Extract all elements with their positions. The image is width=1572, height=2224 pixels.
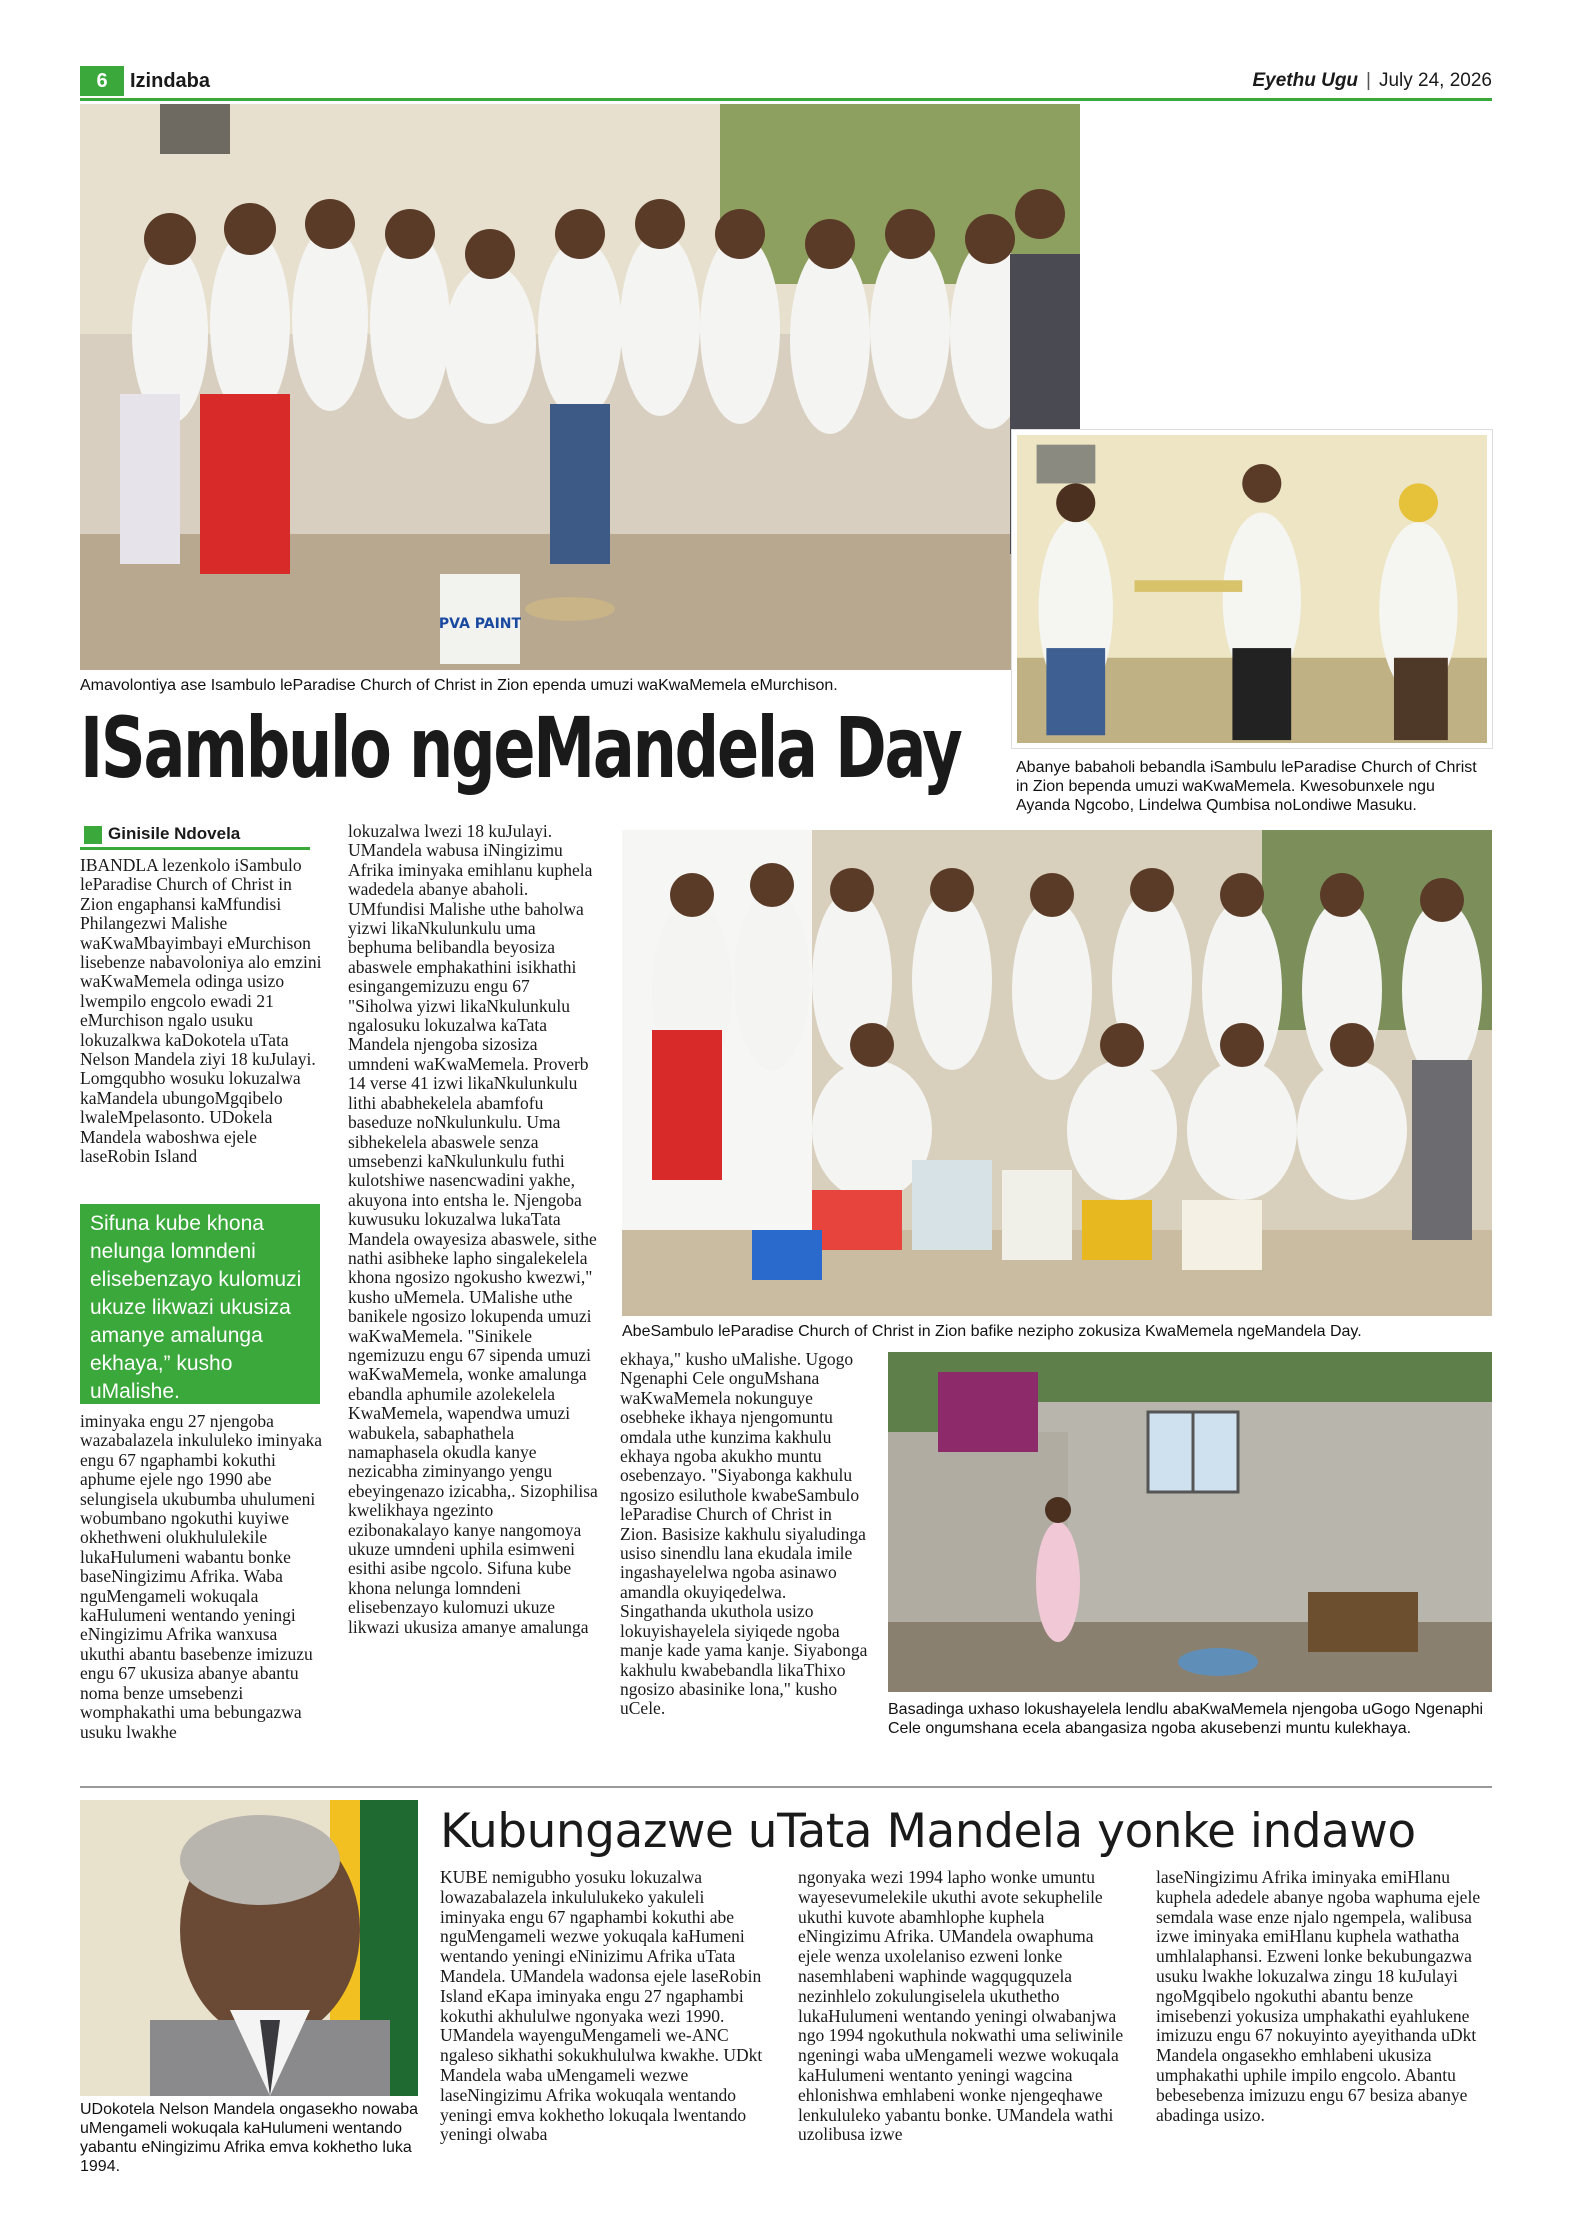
story2-column-1: KUBE nemigubho yosuku lokuzalwa lowazabalazela inkululukeko yakuleli iminyaka engu 67 ngaphambi kokuthi abe nguMengameli wezwe yokuqala kaHumeni wentando yeningi eNinizimu Afrika uTata Mandela. UMandela wadonsa ejele laseRobin Island eKapa iminyaka engu 27 ngaphambi kokuthi akhululwe ngonyaka wezi 1990. UMandela wayenguMengameli we-ANC ngaleso sikhathi sokukhululwa kwakhe. UDkt Mandela waba uMengameli wezwe laseNingizimu Afrika wokuqala wentando yeningi emva kokhetho lokuqala lwentando yeningi olwaba bbox=[440, 1868, 763, 2145]
portrait-caption: UDokotela Nelson Mandela ongasekho nowaba uMengameli wokuqala kaHulumeni wentando yabantu eNingizimu Afrika emva kokhetho luka 1994. bbox=[80, 2101, 418, 2175]
story2-headline: Kubungazwe uTata Mandela yonke indawo bbox=[440, 1804, 1416, 1859]
section-label: Izindaba bbox=[130, 70, 211, 92]
main-photo-caption: Amavolontiya ase Isambulo leParadise Church of Christ in Zion ependa umuzi waKwaMemela eMurchison. bbox=[80, 677, 838, 694]
story-headline: ISambulo ngeMandela Day bbox=[80, 699, 961, 797]
house-photo-caption: Basadinga uxhaso lokushayelela lendlu abaKwaMemela njengoba uGogo Ngenaphi Cele ongumshana ecela abangasiza ngoba akusebenzi muntu kulekhaya. bbox=[888, 1701, 1484, 1737]
story-column-3: ekhaya," kusho uMalishe. Ugogo Ngenaphi Cele onguMshana waKwaMemela nokunguye osebheke ikhaya njengomuntu omdala uthe kunzima kakhulu ekhaya ngoba akukho muntu osebenzayo. "Siyabonga kakhulu ngosizo esiluthole kwabeSambulo leParadise Church of Christ in Zion. Basisize kakhulu siyaludinga usiso sinendlu lana ekudala imile ingashayelelwa ngoba asinawo amandla okuyiqedelwa. Singathanda ukuthola usizo lokuyishayelela siyiqede ngoba manje kade yama kanje. Siyabonga kakhulu kwabebandla likaThixo ngosizo abasinike lona," kusho uCele. bbox=[620, 1350, 868, 1719]
story-column-1a: IBANDLA lezenkolo iSambulo leParadise Church of Christ in Zion engaphansi kaMfundisi Philangezwi Malishe waKwaMbayimbayi eMurchison lisebenze nabavoloniya alo emzini waKwaMemela odinga usizo lwempilo engcolo ewadi 21 eMurchison ngalo usuku lokuzalkwa kaDokotela uTata Nelson Mandela ziyi 18 kuJulayi. Lomgqubho wosuku lokuzalwa kaMandela ubungoMgqibelo lwaleMpelasonto. UDokela Mandela waboshwa ejele laseRobin Island bbox=[80, 856, 322, 1167]
header-rule bbox=[80, 98, 1492, 101]
publication-name: Eyethu Ugu bbox=[1252, 70, 1359, 91]
story2-column-3: laseNingizimu Afrika iminyaka emiHlanu kuphela adedele abanye ngoba waphuma ejele semdala wase enze njalo ngempela, walibusa izwe iminyaka emiHlanu kuphela wathatha umhlalaphansi. Ezweni lonke bekubungazwa usuku lwakhe lokuzalwa zingu 18 kuJulayi ngoMgqibelo ngokuthi abantu benze imisebenzi yokusiza umphakathi eyahlukene imizuzu engu 67 nokuyinto ayeyithanda uDkt Mandela ongasekho emhlabeni ukusiza umphakathi uphile impilo engcolo. Abantu bebesebenza imizuzu engu 67 besiza abanye abadinga usizo. bbox=[1156, 1868, 1481, 2125]
story2-column-2: ngonyaka wezi 1994 lapho wonke umuntu wayesevumelekile ukuthi avote sekuphelile ukuthi kuvote abamhlophe kuphela eNingizimu Afrika. UMandela owaphuma ejele wenza uxolelaniso ezweni lonke nasemhlabeni waphinde wagqugquzela nezinhlelo zokulungiselela ukuthetho lukaHulumeni wentando yeningi olwabanjwa ngo 1994 ngokuthula nokwathi uma seliwinile ngeningi waba uMengameli wezwe wokuqala kaHulumeni wentanto yeningi wagcina ehlonishwa emhlabeni wonke njengeqhawe lenkululeko yabantu bonke. UMandela wathi uzolibusa izwe bbox=[798, 1868, 1124, 2145]
masthead-info bbox=[1252, 66, 1492, 96]
paint-bucket-label: PVA PAINT bbox=[438, 616, 522, 632]
story-column-2: lokuzalwa lwezi 18 kuJulayi. UMandela wabusa iNingizimu Afrika iminyaka emihlanu kuphela wadedela abanye abaholi. UMfundisi Malishe uthe baholwa yizwi likaNkulunkulu uma bephuma belibandla beyosiza abaswele emphakathini isikhathi esingangemizuzu engu 67 "Siholwa yizwi likaNkulunkulu ngalosuku lokuzalwa kaTata Mandela njengoba sizosiza umndeni waKwaMemela. Proverb 14 verse 41 izwi likaNkulunkulu lithi ababhekelela abamfofu baseduze noNkulunkulu. Uma sibhekelela abaswele senza umsebenzi kaNkulunkulu futhi kulotshiwe nasencwadini yakhe, akuyona into entsha le. Njengoba kuwusuku lokuzalwa lukaTata Mandela owayesiza abaswele, sithe nathi asibheke lapho singalekelela khona ngosizo ngokusho kwezwi," kusho uMemela. UMalishe uthe banikele ngosizo lokupenda umuzi waKwaMemela. "Sinikele ngemizuzu engu 67 sipenda umuzi waKwaMemela, wonke amalunga ebandla aphumile azolekelela KwaMemela, wapendwa umuzi wabukela, sabaphathela namaphasela okudla kanye nezicabha ziminyango yengu ebeyingenazo izicabha,. Sizophilisa kwelikhaya ngezinto ezibonakalayo kanye nangomoya ukuze umndeni uphila esimweni esithi asibe ngcolo. Sifuna kube khona nelunga lomndeni elisebenzayo kulomuzi ukuze likwazi ukusiza amanye amalunga bbox=[348, 822, 598, 1637]
byline: Ginisile Ndovela bbox=[80, 822, 310, 850]
pull-quote: Sifuna kube khona nelunga lomndeni elisebenzayo kulomuzi ukuze likwazi ukusiza amanye amalunga ekhaya,” kusho uMalishe. bbox=[80, 1204, 320, 1404]
group-photo bbox=[622, 830, 1492, 1316]
mandela-portrait bbox=[80, 1800, 418, 2096]
byline-marker bbox=[84, 826, 102, 844]
issue-date: July 24, 2026 bbox=[1378, 70, 1492, 91]
group-photo-caption: AbeSambulo leParadise Church of Christ in Zion bafike nezipho zokusiza KwaMemela ngeMandela Day. bbox=[622, 1323, 1362, 1340]
inset-photo-caption: Abanye babaholi bebandla iSambulu leParadise Church of Christ in Zion bependa umuzi waKwaMemela. Kwesobunxele ngu Ayanda Ngcobo, Lindelwa Qumbisa noLondiwe Masuku. bbox=[1016, 759, 1477, 814]
inset-photo bbox=[1012, 430, 1492, 748]
page-number: 6 bbox=[80, 66, 124, 96]
story-column-1b: iminyaka engu 27 njengoba wazabalazela inkululeko iminyaka engu 67 ngaphambi kokuthi aphume ejele ngo 1990 abe selungisela ukubumba uhulumeni wobumbano ngokuthi kuyiwe okhethweni olukhululekile lukaHulumeni wabantu bonke baseNingizimu Afrika. Waba nguMengameli wokuqala kaHulumeni wentando yeningi eNingizimu Afrika wanxusa ukuthi abantu basebenze imizuzu engu 67 ukusiza abanye abantu noma benze umsebenzi womphakathi uma bebungazwa usuku lwakhe bbox=[80, 1412, 322, 1742]
main-photo bbox=[80, 104, 1080, 670]
house-photo bbox=[888, 1352, 1492, 1692]
masthead-divider: | bbox=[1366, 70, 1371, 91]
story-divider bbox=[80, 1786, 1492, 1788]
